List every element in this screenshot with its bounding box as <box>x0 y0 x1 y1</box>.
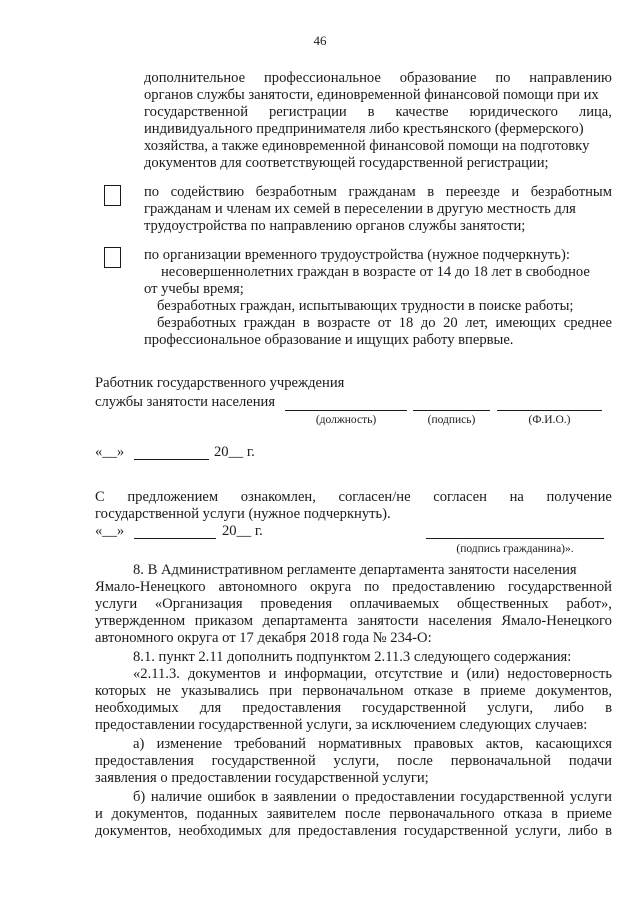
para8-line-2 <box>95 579 612 596</box>
word: услуги, <box>515 823 561 839</box>
word: проведения <box>260 596 333 612</box>
citizen-signature-blank[interactable] <box>426 538 604 539</box>
word: согласен <box>433 489 487 505</box>
word: поданных <box>196 806 258 822</box>
word: предоставления <box>95 753 194 769</box>
word: переезде <box>445 184 500 200</box>
option2-line-3: от учебы время; <box>144 281 244 297</box>
option1-line-1 <box>144 184 612 201</box>
employee-label-line-1: Работник государственного учреждения <box>95 375 345 391</box>
option2-line-4: безработных граждан, испытывающих трудности в поиске работы; <box>157 298 574 314</box>
option2-line-5 <box>157 315 612 332</box>
position-blank[interactable] <box>285 410 407 411</box>
word: отсутствие <box>374 666 443 682</box>
word: правовых <box>413 736 474 752</box>
word: лет, <box>465 315 488 331</box>
word: Ямало-Ненецкого <box>501 613 612 629</box>
word: качестве <box>395 104 449 120</box>
word: 20 <box>443 315 458 331</box>
word: при <box>269 683 293 699</box>
option2-line-6: профессиональное образование и ищущих работу впервые. <box>144 332 514 348</box>
block1-line-1 <box>144 70 612 87</box>
word: недостоверность <box>507 666 612 682</box>
citizen-date-day: «__» <box>95 523 125 539</box>
word: услуги <box>95 596 138 612</box>
word: в <box>605 700 612 716</box>
word: актов, <box>485 736 524 752</box>
word: нормативных <box>318 736 402 752</box>
word: предложением <box>127 489 219 505</box>
para8-line-1: 8. В Административном регламенте департамента занятости населения <box>133 562 577 578</box>
word: предоставления <box>297 823 397 839</box>
word: предоставлению <box>392 579 496 595</box>
word: содействию <box>170 184 245 200</box>
word: Ямало-Ненецкого <box>95 579 206 595</box>
citizen-date-year: 20__ г. <box>222 523 263 539</box>
para8-line-4 <box>95 613 612 630</box>
word: по <box>144 184 160 200</box>
block1-line-4 <box>144 121 612 138</box>
word: для <box>199 700 222 716</box>
option2-line-1: по организации временного трудоустройства (нужное подчеркнуть): <box>144 247 570 263</box>
block1-line-2 <box>144 87 612 104</box>
word: государственной <box>144 104 249 120</box>
word: первоначальном <box>302 683 404 699</box>
word: государственной <box>403 823 508 839</box>
page-number: 46 <box>313 33 327 48</box>
word: профессиональное <box>263 70 381 86</box>
word: органов службы занятости, единовременной финансовой помощи при их <box>144 87 599 103</box>
word: государственной <box>460 789 565 805</box>
word: (или) <box>466 666 500 682</box>
word: после <box>344 806 381 822</box>
word: «Организация <box>154 596 243 612</box>
word: а) <box>133 736 145 752</box>
word: и <box>95 806 103 822</box>
word: безработным <box>530 184 612 200</box>
word: до <box>420 315 436 331</box>
word: работ», <box>566 596 612 612</box>
word: о <box>342 789 350 805</box>
word: С <box>95 489 105 505</box>
word: первоначальной <box>450 753 551 769</box>
para-a-line-2 <box>95 753 612 770</box>
para2113-line-1 <box>133 666 612 683</box>
para-b-line-2 <box>95 806 612 823</box>
word: индивидуального предпринимателя либо крестьянского (фермерского) <box>144 121 584 137</box>
word: и <box>511 184 520 200</box>
word: и <box>268 666 277 682</box>
word: предоставления <box>242 700 342 716</box>
para-a-line-1 <box>133 736 612 753</box>
word: документов для соответствующей государственной регистрации; <box>144 155 549 171</box>
word: государственной <box>362 700 467 716</box>
word: приказом <box>194 613 253 629</box>
para2113-line-3 <box>95 700 612 717</box>
position-caption: (должность) <box>315 414 377 426</box>
word: касающихся <box>535 736 612 752</box>
word: отказе <box>413 683 453 699</box>
word: занятости <box>357 613 419 629</box>
block1-line-6 <box>144 155 549 172</box>
word: населения <box>428 613 492 629</box>
acknowledge-line-1 <box>95 489 612 506</box>
word: на <box>509 489 524 505</box>
word: услуги, <box>333 753 380 769</box>
word: либо <box>568 823 598 839</box>
word: оплачиваемых <box>349 596 440 612</box>
word: отказа <box>503 806 543 822</box>
word: департамента <box>262 613 348 629</box>
word: граждан <box>243 315 296 331</box>
word: юридического <box>469 104 558 120</box>
word: направлению <box>529 70 612 86</box>
relocation-checkbox[interactable] <box>104 185 121 206</box>
word: от <box>377 315 392 331</box>
word: хозяйства, а также единовременной финансовой помощи на подготовку <box>144 138 590 154</box>
word: в <box>302 315 310 331</box>
para81: 8.1. пункт 2.11 дополнить подпунктом 2.11.3 следующего содержания: <box>133 649 572 665</box>
word: в <box>261 789 269 805</box>
para8-line-3 <box>95 596 612 613</box>
word: по <box>364 579 380 595</box>
block1-line-5 <box>144 138 612 155</box>
word: не <box>156 683 171 699</box>
word: требований <box>234 736 306 752</box>
word: документов, <box>95 823 172 839</box>
option2-line-2: несовершеннолетних граждан в возрасте от 14 до 18 лет в свободное <box>161 264 590 280</box>
word: округа <box>309 579 352 595</box>
option1-line-2: гражданам и членам их семей в переселении в другую местность для <box>144 201 576 217</box>
word: в <box>605 823 612 839</box>
word: согласен/не <box>338 489 411 505</box>
block1-line-3 <box>144 104 612 121</box>
word: 18 <box>398 315 414 331</box>
citizen-signature-caption: (подпись гражданина)». <box>456 543 574 555</box>
word: документов, <box>111 806 188 822</box>
word: в <box>551 806 559 822</box>
word: заявлении <box>273 789 337 805</box>
word: ознакомлен, <box>240 489 316 505</box>
employee-label-line-2: службы занятости населения <box>95 394 276 410</box>
word: дополнительное <box>144 70 246 86</box>
word: государственной <box>507 579 612 595</box>
word: и <box>450 666 459 682</box>
employee-date-year: 20__ г. <box>214 444 255 460</box>
employee-date-month-blank[interactable] <box>134 459 209 460</box>
para-b-line-3 <box>95 823 612 840</box>
word: лица, <box>578 104 612 120</box>
word: указывались <box>181 683 259 699</box>
word: имеющих <box>495 315 557 331</box>
word: общественных <box>456 596 549 612</box>
word: государственной <box>211 753 316 769</box>
word: подачи <box>568 753 612 769</box>
para-a-line-3: заявления о предоставлении государственной услуги; <box>95 770 429 786</box>
employee-date-day: «__» <box>95 444 125 460</box>
word: информации, <box>284 666 367 682</box>
word: среднее <box>563 315 612 331</box>
option1-line-3: трудоустройства по направлению органов службы занятости; <box>144 218 526 234</box>
acknowledge-line-2: государственной услуги (нужное подчеркнуть). <box>95 506 391 522</box>
word: автономного <box>218 579 298 595</box>
word: изменение <box>156 736 223 752</box>
word: приеме <box>480 683 526 699</box>
word: ошибок <box>207 789 256 805</box>
word: безработных <box>157 315 237 331</box>
word: после <box>397 753 433 769</box>
word: для <box>269 823 291 839</box>
word: «2.11.3. <box>133 666 180 682</box>
para8-line-5: автономного округа от 17 декабря 2018 года № 234-О: <box>95 630 432 646</box>
word: в <box>367 104 375 120</box>
fullname-blank[interactable] <box>497 410 602 411</box>
para2113-line-2 <box>95 683 612 700</box>
word: услуги, <box>487 700 534 716</box>
word: предоставлении <box>354 789 455 805</box>
fullname-caption: (Ф.И.О.) <box>528 414 571 426</box>
temporary-employment-checkbox[interactable] <box>104 247 121 268</box>
word: необходимых <box>178 823 263 839</box>
word: по <box>495 70 511 86</box>
word: приеме <box>566 806 612 822</box>
word: образование <box>399 70 477 86</box>
signature-caption: (подпись) <box>427 414 476 426</box>
word: возрасте <box>317 315 371 331</box>
word: которых <box>95 683 147 699</box>
word: первоначального <box>389 806 495 822</box>
word: регистрации <box>268 104 347 120</box>
word: услуги <box>569 789 612 805</box>
word: в <box>427 184 435 200</box>
word: получение <box>546 489 612 505</box>
para2113-line-4: предоставлении государственной услуги, за исключением следующих случаев: <box>95 717 588 733</box>
word: документов <box>187 666 261 682</box>
signature-blank[interactable] <box>413 410 490 411</box>
word: в <box>463 683 471 699</box>
word: либо <box>554 700 584 716</box>
word: наличие <box>150 789 202 805</box>
word: безработным <box>255 184 337 200</box>
word: утвержденном <box>95 613 186 629</box>
word: б) <box>133 789 146 805</box>
citizen-date-month-blank[interactable] <box>134 538 216 539</box>
para-b-line-1 <box>133 789 612 806</box>
word: необходимых <box>95 700 179 716</box>
word: заявителем <box>266 806 337 822</box>
word: документов, <box>535 683 612 699</box>
word: гражданам <box>348 184 416 200</box>
